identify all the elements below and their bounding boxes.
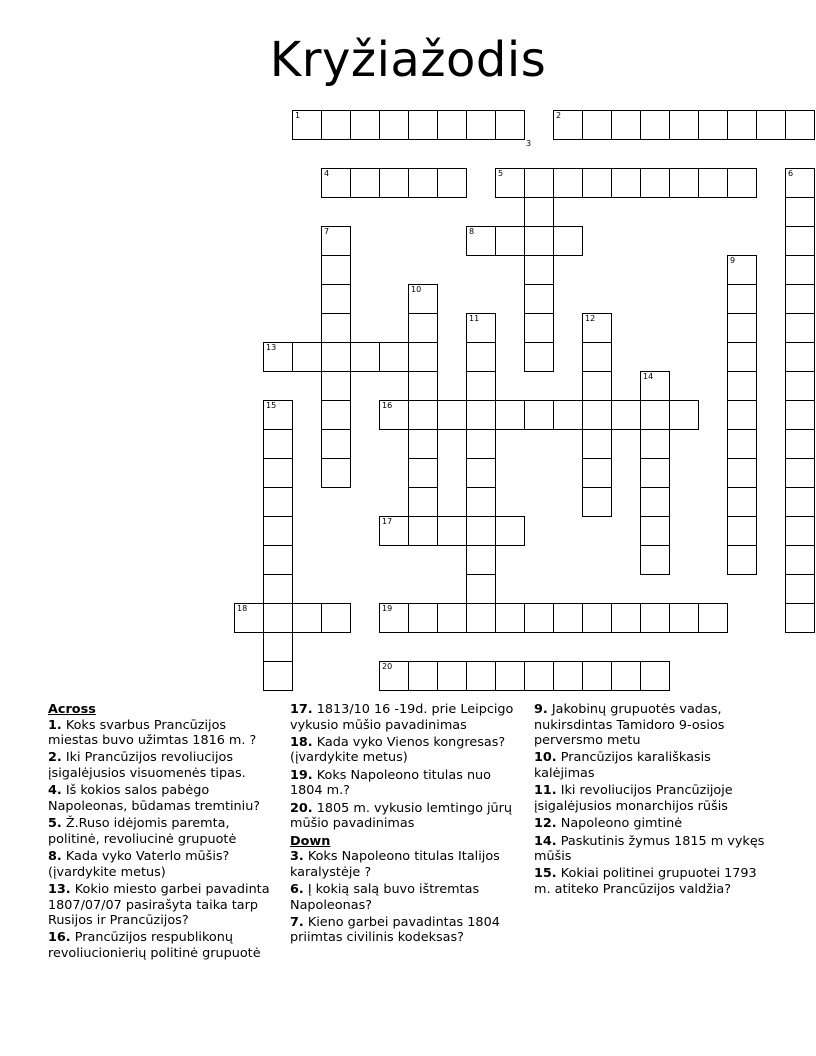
- grid-cell[interactable]: [321, 110, 351, 140]
- grid-cell[interactable]: [466, 313, 496, 343]
- grid-cell[interactable]: [727, 516, 757, 546]
- clue-number: 11: [469, 314, 480, 323]
- clue-number: 9: [730, 256, 736, 265]
- grid-cell[interactable]: [785, 342, 815, 372]
- grid-cell[interactable]: [524, 255, 554, 285]
- grid-cell[interactable]: [582, 661, 612, 691]
- clue-column-1: [48, 702, 280, 963]
- clue-number: 16: [382, 401, 393, 410]
- grid-cell[interactable]: [669, 110, 699, 140]
- grid-cell[interactable]: [495, 516, 525, 546]
- grid-cell[interactable]: [727, 313, 757, 343]
- grid-cell[interactable]: [553, 603, 583, 633]
- grid-cell[interactable]: [785, 545, 815, 575]
- grid-cell[interactable]: [350, 168, 380, 198]
- clue-down-9: 9. Jakobinų grupuotės vadas, nukirsdintas Tamidoro 9-osios perversmo metu: [534, 702, 725, 749]
- grid-cell[interactable]: [698, 603, 728, 633]
- grid-cell[interactable]: [466, 487, 496, 517]
- grid-cell[interactable]: [611, 168, 641, 198]
- grid-cell[interactable]: [640, 603, 670, 633]
- clue-number: 19: [382, 604, 393, 613]
- grid-cell[interactable]: [234, 603, 264, 633]
- clue-across-4: 4. Iš kokios salos pabėgo Napoleonas, būdamas tremtiniu?: [48, 783, 261, 814]
- grid-cell[interactable]: [437, 168, 467, 198]
- grid-cell[interactable]: [263, 458, 293, 488]
- grid-cell[interactable]: [466, 429, 496, 459]
- grid-cell[interactable]: [524, 168, 554, 198]
- grid-cell[interactable]: [785, 487, 815, 517]
- grid-cell[interactable]: [350, 342, 380, 372]
- grid-cell[interactable]: [321, 342, 351, 372]
- grid-cell[interactable]: [466, 458, 496, 488]
- grid-cell[interactable]: [321, 226, 351, 256]
- grid-cell[interactable]: [524, 284, 554, 314]
- grid-cell[interactable]: [524, 400, 554, 430]
- grid-cell[interactable]: [669, 168, 699, 198]
- grid-cell[interactable]: [611, 400, 641, 430]
- grid-cell[interactable]: [263, 487, 293, 517]
- grid-cell[interactable]: [727, 371, 757, 401]
- clue-column-2: [290, 702, 522, 948]
- grid-cell[interactable]: [495, 400, 525, 430]
- grid-cell[interactable]: [408, 342, 438, 372]
- grid-cell[interactable]: [466, 226, 496, 256]
- grid-cell[interactable]: [727, 458, 757, 488]
- grid-cell[interactable]: [263, 545, 293, 575]
- grid-cell[interactable]: [321, 458, 351, 488]
- clue-number: 1: [295, 111, 301, 120]
- grid-cell[interactable]: [379, 516, 409, 546]
- grid-cell[interactable]: [379, 342, 409, 372]
- clue-down-12: 12. Napoleono gimtinė: [534, 816, 683, 832]
- grid-cell[interactable]: [263, 516, 293, 546]
- grid-cell[interactable]: [640, 110, 670, 140]
- grid-cell[interactable]: [524, 226, 554, 256]
- grid-cell[interactable]: [321, 168, 351, 198]
- across-heading: Across: [48, 702, 96, 717]
- clue-across-16: 16. Prancūzijos respublikonų revoliucionierių politinė grupuotė: [48, 930, 261, 962]
- grid-cell[interactable]: [408, 371, 438, 401]
- grid-cell[interactable]: [466, 574, 496, 604]
- grid-cell[interactable]: [495, 661, 525, 691]
- grid-cell[interactable]: [698, 110, 728, 140]
- grid-cell[interactable]: [785, 313, 815, 343]
- grid-cell[interactable]: [727, 429, 757, 459]
- grid-cell[interactable]: [466, 400, 496, 430]
- grid-cell[interactable]: [292, 342, 322, 372]
- grid-cell[interactable]: [727, 110, 757, 140]
- clue-across-20: 20. 1805 m. vykusio lemtingo jūrų mūšio pavadinimas: [290, 800, 513, 832]
- grid-cell[interactable]: [292, 110, 322, 140]
- grid-cell[interactable]: [669, 603, 699, 633]
- grid-cell[interactable]: [582, 168, 612, 198]
- clue-across-13: 13. Kokio miesto garbei pavadinta 1807/07/07 pasirašyta taika tarp Rusijos ir Prancūzijos?: [48, 881, 270, 929]
- grid-cell[interactable]: [582, 429, 612, 459]
- grid-cell[interactable]: [408, 487, 438, 517]
- grid-cell[interactable]: [350, 110, 380, 140]
- grid-cell[interactable]: [321, 400, 351, 430]
- grid-cell[interactable]: [611, 603, 641, 633]
- grid-cell[interactable]: [640, 371, 670, 401]
- clue-number: 7: [324, 227, 330, 236]
- grid-cell[interactable]: [727, 342, 757, 372]
- grid-cell[interactable]: [785, 197, 815, 227]
- grid-cell[interactable]: [785, 255, 815, 285]
- clue-number: 15: [266, 401, 277, 410]
- grid-cell[interactable]: [611, 110, 641, 140]
- grid-cell[interactable]: [640, 168, 670, 198]
- clue-number: 14: [643, 372, 654, 381]
- grid-cell[interactable]: [785, 284, 815, 314]
- grid-cell[interactable]: [640, 661, 670, 691]
- page-title: Kryžiažodis: [269, 32, 547, 88]
- clue-number: 12: [585, 314, 596, 323]
- grid-cell[interactable]: [727, 284, 757, 314]
- grid-cell[interactable]: [408, 284, 438, 314]
- grid-cell[interactable]: [321, 255, 351, 285]
- grid-cell[interactable]: [437, 661, 467, 691]
- grid-cell[interactable]: [582, 458, 612, 488]
- grid-cell[interactable]: [379, 603, 409, 633]
- grid-cell[interactable]: [263, 632, 293, 662]
- clue-down-3: 3. Koks Napoleono titulas Italijos karalystėje ?: [290, 849, 500, 880]
- grid-cell[interactable]: [321, 429, 351, 459]
- grid-cell[interactable]: [495, 110, 525, 140]
- grid-cell[interactable]: [640, 458, 670, 488]
- grid-cell[interactable]: [727, 400, 757, 430]
- grid-cell[interactable]: [640, 487, 670, 517]
- grid-cell[interactable]: [437, 516, 467, 546]
- clue-number: 10: [411, 285, 422, 294]
- clue-down-15: 15. Kokiai politinei grupuotei 1793 m. atiteko Prancūzijos valdžia?: [534, 866, 757, 897]
- grid-cell[interactable]: [466, 516, 496, 546]
- clue-number: 8: [469, 227, 475, 236]
- grid-cell[interactable]: [553, 168, 583, 198]
- grid-cell[interactable]: [292, 603, 322, 633]
- grid-cell[interactable]: [321, 284, 351, 314]
- clue-number: 3: [526, 139, 532, 148]
- clue-number: 20: [382, 662, 393, 671]
- grid-cell[interactable]: [727, 168, 757, 198]
- grid-cell[interactable]: [785, 516, 815, 546]
- grid-cell[interactable]: [263, 661, 293, 691]
- grid-cell[interactable]: [321, 371, 351, 401]
- grid-cell[interactable]: [553, 110, 583, 140]
- grid-cell[interactable]: [408, 516, 438, 546]
- clue-column-3: [534, 702, 768, 899]
- clue-down-14: 14. Paskutinis žymus 1815 m vykęs mūšis: [534, 833, 765, 865]
- grid-cell[interactable]: [263, 400, 293, 430]
- grid-cell[interactable]: [263, 574, 293, 604]
- grid-cell[interactable]: [408, 313, 438, 343]
- grid-cell[interactable]: [524, 313, 554, 343]
- clue-number: 2: [556, 111, 562, 120]
- grid-cell[interactable]: [727, 487, 757, 517]
- grid-cell[interactable]: [785, 110, 815, 140]
- clue-across-17: 17. 1813/10 16 -19d. prie Leipcigo vykusio mūšio pavadinimas: [290, 702, 514, 733]
- grid-cell[interactable]: [408, 603, 438, 633]
- grid-cell[interactable]: [408, 168, 438, 198]
- grid-cell[interactable]: [379, 168, 409, 198]
- clue-down-7: 7. Kieno garbei pavadintas 1804 priimtas civilinis kodeksas?: [290, 914, 500, 946]
- clue-across-2: 2. Iki Prancūzijos revoliucijos įsigalėjusios visuomenės tipas.: [48, 750, 246, 782]
- grid-cell[interactable]: [466, 342, 496, 372]
- grid-cell[interactable]: [611, 661, 641, 691]
- grid-cell[interactable]: [727, 255, 757, 285]
- grid-cell[interactable]: [379, 661, 409, 691]
- grid-cell[interactable]: [582, 342, 612, 372]
- grid-cell[interactable]: [524, 603, 554, 633]
- grid-cell[interactable]: [321, 313, 351, 343]
- clue-across-1: 1. Koks svarbus Prancūzijos miestas buvo užimtas 1816 m. ?: [48, 717, 257, 749]
- grid-cell[interactable]: [437, 603, 467, 633]
- clue-across-19: 19. Koks Napoleono titulas nuo 1804 m.?: [290, 767, 491, 799]
- grid-cell[interactable]: [263, 429, 293, 459]
- grid-cell[interactable]: [263, 603, 293, 633]
- grid-cell[interactable]: [408, 661, 438, 691]
- grid-cell[interactable]: [437, 400, 467, 430]
- grid-cell[interactable]: [466, 545, 496, 575]
- clue-across-5: 5. Ž.Ruso idėjomis paremta, politinė, revoliucinė grupuotė: [48, 816, 237, 847]
- grid-cell[interactable]: [582, 110, 612, 140]
- grid-cell[interactable]: [727, 545, 757, 575]
- clue-number: 5: [498, 169, 504, 178]
- grid-cell[interactable]: [698, 168, 728, 198]
- clue-number: 17: [382, 517, 393, 526]
- grid-cell[interactable]: [785, 168, 815, 198]
- clue-down-10: 10. Prancūzijos karališkasis kalėjimas: [534, 750, 711, 782]
- grid-cell[interactable]: [466, 110, 496, 140]
- grid-cell[interactable]: [263, 342, 293, 372]
- grid-cell[interactable]: [640, 516, 670, 546]
- grid-cell[interactable]: [785, 226, 815, 256]
- grid-cell[interactable]: [321, 603, 351, 633]
- clue-across-8: 8. Kada vyko Vaterlo mūšis? (įvardykite metus): [48, 849, 230, 880]
- grid-cell[interactable]: [524, 197, 554, 227]
- grid-cell[interactable]: [553, 226, 583, 256]
- grid-cell[interactable]: [785, 574, 815, 604]
- grid-cell[interactable]: [524, 661, 554, 691]
- grid-cell[interactable]: [495, 226, 525, 256]
- grid-cell[interactable]: [640, 545, 670, 575]
- clue-across-18: 18. Kada vyko Vienos kongresas? (įvardykite metus): [290, 734, 506, 766]
- grid-cell[interactable]: [466, 371, 496, 401]
- grid-cell[interactable]: [640, 400, 670, 430]
- clue-number: 6: [788, 169, 794, 178]
- grid-cell[interactable]: [640, 429, 670, 459]
- grid-cell[interactable]: [553, 400, 583, 430]
- grid-cell[interactable]: [553, 661, 583, 691]
- grid-cell[interactable]: [669, 400, 699, 430]
- grid-cell[interactable]: [408, 110, 438, 140]
- clue-number: 4: [324, 169, 330, 178]
- grid-cell[interactable]: [495, 168, 525, 198]
- clue-down-11: 11. Iki revoliucijos Prancūzijoje įsigalėjusios monarchijos rūšis: [534, 783, 733, 814]
- grid-cell[interactable]: [785, 603, 815, 633]
- down-heading: Down: [290, 833, 331, 849]
- grid-cell[interactable]: [582, 371, 612, 401]
- grid-cell[interactable]: [466, 603, 496, 633]
- clue-down-6: 6. Į kokią salą buvo ištremtas Napoleonas?: [290, 881, 480, 913]
- clue-number: 13: [266, 343, 277, 352]
- grid-cell[interactable]: [756, 110, 786, 140]
- grid-cell[interactable]: [785, 458, 815, 488]
- grid-cell[interactable]: [582, 400, 612, 430]
- grid-cell[interactable]: [408, 429, 438, 459]
- grid-cell[interactable]: [582, 313, 612, 343]
- grid-cell[interactable]: [379, 400, 409, 430]
- grid-cell[interactable]: [408, 400, 438, 430]
- grid-cell[interactable]: [495, 603, 525, 633]
- grid-cell[interactable]: [466, 661, 496, 691]
- clue-number: 18: [237, 604, 248, 613]
- grid-cell[interactable]: [785, 400, 815, 430]
- grid-cell[interactable]: [524, 342, 554, 372]
- grid-cell[interactable]: [785, 371, 815, 401]
- grid-cell[interactable]: [582, 603, 612, 633]
- grid-cell[interactable]: [408, 458, 438, 488]
- grid-cell[interactable]: [379, 110, 409, 140]
- grid-cell[interactable]: [785, 429, 815, 459]
- grid-cell[interactable]: [437, 110, 467, 140]
- grid-cell[interactable]: [582, 487, 612, 517]
